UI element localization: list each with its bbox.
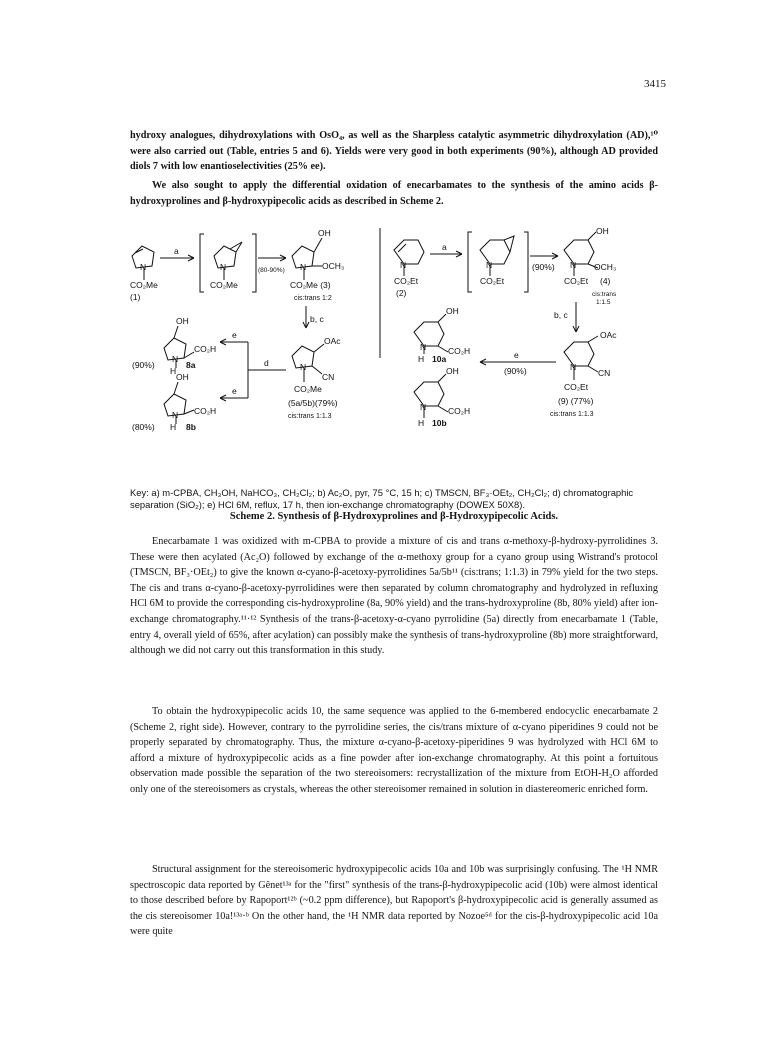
structure-label: OH — [176, 316, 189, 326]
arrow-e-label-right: e — [514, 350, 519, 360]
scheme-intro-paragraph: We also sought to apply the differential oxidation of enecarbamates to the synthesis of the amino acids β-hydroxyprolines and β-hydroxypipecolic acids as described in Scheme 2. — [130, 180, 658, 207]
structure-label: N — [172, 410, 179, 420]
page-number: 3415 — [644, 78, 666, 90]
structure-label: OH — [446, 306, 459, 316]
structure-label: OAc — [324, 336, 341, 346]
cmpd5-substituent: CO₂Me — [294, 384, 322, 394]
structure-label: CO₂H — [448, 406, 471, 416]
cmpd1-label: (1) — [130, 292, 141, 302]
structure-label: CN — [598, 368, 611, 378]
scheme-2-figure — [118, 222, 658, 484]
structure-label: 1:1.5 — [596, 299, 611, 306]
epoxide-substituent: CO₂Me — [210, 280, 238, 290]
scheme-title: Scheme 2. Synthesis of β-Hydroxyprolines and β-Hydroxypipecolic Acids. — [229, 511, 559, 522]
arrow-bc-label-right: b, c — [554, 310, 568, 320]
cmpd5-label: (5a/5b)(79%) — [288, 398, 338, 408]
cmpd10b-label: 10b — [432, 418, 447, 428]
structure-label: H — [170, 366, 177, 376]
arrow-d-label: d — [264, 358, 269, 368]
structure-label: N — [570, 260, 577, 270]
structure-label: N — [400, 260, 407, 270]
arrow-a-label-right: a — [442, 242, 447, 252]
cmpd10a-label: 10a — [432, 354, 447, 364]
structure-label: OH — [446, 366, 459, 376]
cmpd4-label: (4) — [600, 276, 611, 286]
cmpd9-ratio: cis:trans 1:1.3 — [550, 411, 594, 418]
structure-label: OCH₃ — [594, 262, 617, 272]
epoxide-substituent-right: CO₂Et — [480, 276, 505, 286]
structure-label: N — [420, 402, 427, 412]
n-atom: N — [140, 262, 147, 272]
structure-label: N — [172, 354, 179, 364]
structure-label: CO₂H — [448, 346, 471, 356]
cmpd9-substituent: CO₂Et — [564, 382, 589, 392]
cmpd8b-yield: (80%) — [132, 422, 155, 432]
cmpd1-substituent: CO₂Me — [130, 280, 158, 290]
body-paragraph-1: Enecarbamate 1 was oxidized with m-CPBA to provide a mixture of cis and trans α-methoxy-β-hydroxy-pyrrolidines 3. These were then acylated (Ac₂O) followed by exchange of the α-methoxy group for a cyano group using Wistrand's protocol (TMSCN, BF₃·OEt₂) to give the known α-cyano-β-acetoxy-pyrrolidines 5a/5b¹¹ (cis:trans; 1:1.3) in 79% yield for the two steps. The cis and trans α-cyano-β-acetoxy-pyrrolidines were then separated by column chromatography and hydrolyzed in refluxing HCl 6M to provide the corresponding cis-hydroxyproline (8a, 90% yield) and the trans-hydroxyproline (8b, 80% yield) after ion-exchange chromatography.¹¹·¹² Synthesis of the trans-β-acetoxy-α-cyano pyrrolidine (5a) directly from enecarbamate 1 (Table, entry 4, overall yield of 65%, after acylation) can possibly make the synthesis of trans-hydroxyproline (8b) more straightforward, although we did not carry out this transformation in this study. — [130, 536, 658, 657]
intro-paragraph: hydroxy analogues, dihydroxylations with OsO₄, as well as the Sharpless catalytic asymmetric dihydroxylation (AD),¹⁰ were also carried out (Table, entries 5 and 6). Yields were very good in both experiments (90%), although AD provided diols 7 with low enantioselectivities (25% ee). — [130, 130, 658, 173]
structure-label: H — [418, 418, 425, 428]
structure-label: e — [232, 386, 237, 396]
structure-label: H — [170, 422, 177, 432]
arrow-e-label: e — [232, 330, 237, 340]
arrow-a-label: a — [174, 246, 179, 256]
structure-label: OH — [176, 372, 189, 382]
structure-label: N — [220, 262, 227, 272]
cmpd2-label: (2) — [396, 288, 407, 298]
structure-label: OAc — [600, 330, 617, 340]
structure-label: CN — [322, 372, 335, 382]
cmpd3-substituent: CO₂Me (3) — [290, 280, 331, 290]
structure-label: OH — [596, 226, 609, 236]
cmpd4-ratio: cis:trans — [592, 291, 617, 298]
hydrolysis-yield-right: (90%) — [504, 366, 527, 376]
scheme-key: Key: a) m-CPBA, CH₃OH, NaHCO₃, CH₂Cl₂; b) Ac₂O, pyr, 75 °C, 15 h; c) TMSCN, BF₃·OEt₂, CH₂Cl₂; d) chromatographic separation (SiO₂); e) HCl 6M, reflux, 17 h, then ion-exchange chromatography (DOWEX 50X8). — [130, 487, 634, 510]
cmpd9-label: (9) (77%) — [558, 396, 594, 406]
structure-label: N — [300, 262, 307, 272]
epoxidation-yield: (80-90%) — [258, 267, 285, 274]
body-paragraph-3: Structural assignment for the stereoisomeric hydroxypipecolic acids 10a and 10b was surprisingly confusing. The ¹H NMR spectroscopic data reported by Gênet¹³ᵃ for the "first" synthesis of the trans-β-hydroxypipecolic acid (10b) were almost identical to those described before by Rapoport¹²ᵇ (~0.2 ppm difference), but Rapoport's β-hydroxypipecolic acid is generally assumed as the cis stereoisomer 10a!¹³ᵃ·ᵇ On the other hand, the ¹H NMR data reported by Nozoe⁵ᵈ for the cis-β-hydroxypipecolic acid 10a were quite — [130, 864, 658, 938]
cmpd8a-label: 8a — [186, 360, 196, 370]
structure-label: OCH₃ — [322, 261, 345, 271]
cmpd8b-label: 8b — [186, 422, 196, 432]
epoxidation-yield-right: (90%) — [532, 262, 555, 272]
arrow-bc-label: b, c — [310, 314, 324, 324]
structure-label: N — [486, 260, 493, 270]
structure-label: CO₂H — [194, 406, 217, 416]
cmpd3-ratio: cis:trans 1:2 — [294, 295, 332, 302]
structure-label: H — [418, 354, 425, 364]
cmpd4-substituent: CO₂Et — [564, 276, 589, 286]
cmpd2-substituent: CO₂Et — [394, 276, 419, 286]
structure-label: N — [570, 362, 577, 372]
structure-label: N — [420, 342, 427, 352]
body-paragraph-2: To obtain the hydroxypipecolic acids 10, the same sequence was applied to the 6-membered endocyclic enecarbamate 2 (Scheme 2, right side). However, contrary to the pyrrolidine series, the cis/trans mixture of α-cyano piperidines 9 could not be properly separated by chromatography. Thus, the mixture α-cyano-β-acetoxy-piperidines 9 was hydrolyzed with HCl 6M to afford a mixture of hydroxypipecolic acids as a fine powder after ion-exchange chromatography. At this point a fortuitous observation made possible the separation of the two stereoisomers: recrystallization of the mixture from EtOH-H₂O afforded only one of the stereoisomers as crystals, whereas the other stereoisomer remained in solution in diastereomeric enriched form. — [130, 706, 658, 795]
cmpd8a-yield: (90%) — [132, 360, 155, 370]
structure-label: OH — [318, 228, 331, 238]
cmpd5-ratio: cis:trans 1:1.3 — [288, 413, 332, 420]
structure-label: N — [300, 362, 307, 372]
structure-label: CO₂H — [194, 344, 217, 354]
